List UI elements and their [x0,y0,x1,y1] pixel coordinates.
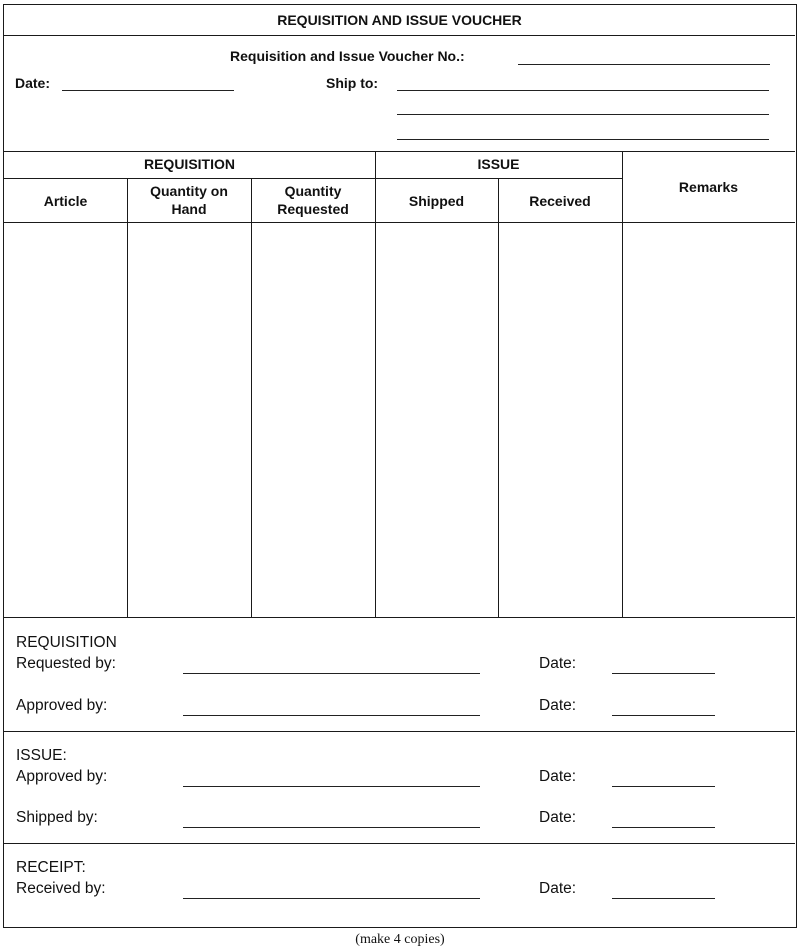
approved-by-field[interactable] [183,715,480,716]
shipped-by-label: Shipped by: [16,809,98,826]
form-title: REQUISITION AND ISSUE VOUCHER [277,12,522,28]
ship-to-field-line-1[interactable] [397,90,769,91]
shipped-by-date-field[interactable] [612,827,715,828]
received-by-field[interactable] [183,898,480,899]
issue-approved-by-date-label: Date: [539,768,577,785]
column-header-remarks: Remarks [678,179,739,195]
column-header-shipped: Shipped [408,193,465,209]
table-bottom-border [4,617,795,618]
issue-approved-by-field[interactable] [183,786,480,787]
section-divider-issue [4,731,795,732]
received-by-date-label: Date: [539,880,577,897]
issue-approved-by-date-field[interactable] [612,786,715,787]
approved-by-date-label: Date: [539,697,577,714]
group-header-divider [4,178,622,179]
column-header-quantity-on-hand: Quantity on Hand [150,183,228,217]
date-field[interactable] [62,90,234,91]
requested-by-label: Requested by: [16,655,116,672]
receipt-heading: RECEIPT: [16,859,86,876]
requested-by-date-label: Date: [539,655,577,672]
title-divider [4,35,795,36]
col-divider-1 [127,178,128,618]
issue-approved-by-label: Approved by: [16,768,108,785]
requested-by-date-field[interactable] [612,673,715,674]
group-header-requisition: REQUISITION [143,156,235,172]
approved-by-label: Approved by: [16,697,108,714]
approved-by-date-field[interactable] [612,715,715,716]
column-header-divider [4,222,795,223]
received-by-label: Received by: [16,880,106,897]
table-top-border [4,151,795,152]
column-header-quantity-requested: Quantity Requested [277,183,349,217]
ship-to-field-line-3[interactable] [397,139,769,140]
voucher-no-field[interactable] [518,64,770,65]
voucher-no-label: Requisition and Issue Voucher No.: [230,48,465,64]
footer-note: (make 4 copies) [355,932,445,947]
ship-to-label: Ship to: [326,75,379,91]
column-header-article: Article [43,193,88,209]
section-divider-receipt [4,843,795,844]
col-divider-5 [622,151,623,618]
shipped-by-date-label: Date: [539,809,577,826]
received-by-date-field[interactable] [612,898,715,899]
shipped-by-field[interactable] [183,827,480,828]
ship-to-field-line-2[interactable] [397,114,769,115]
col-divider-2 [251,178,252,618]
requested-by-field[interactable] [183,673,480,674]
column-header-received: Received [529,193,591,209]
requisition-heading: REQUISITION [16,634,117,651]
issue-heading: ISSUE: [16,747,67,764]
date-label: Date: [15,75,51,91]
requisition-issue-voucher-form [3,4,797,928]
group-header-issue: ISSUE [477,156,520,172]
col-divider-4 [498,178,499,618]
col-divider-3 [375,151,376,618]
